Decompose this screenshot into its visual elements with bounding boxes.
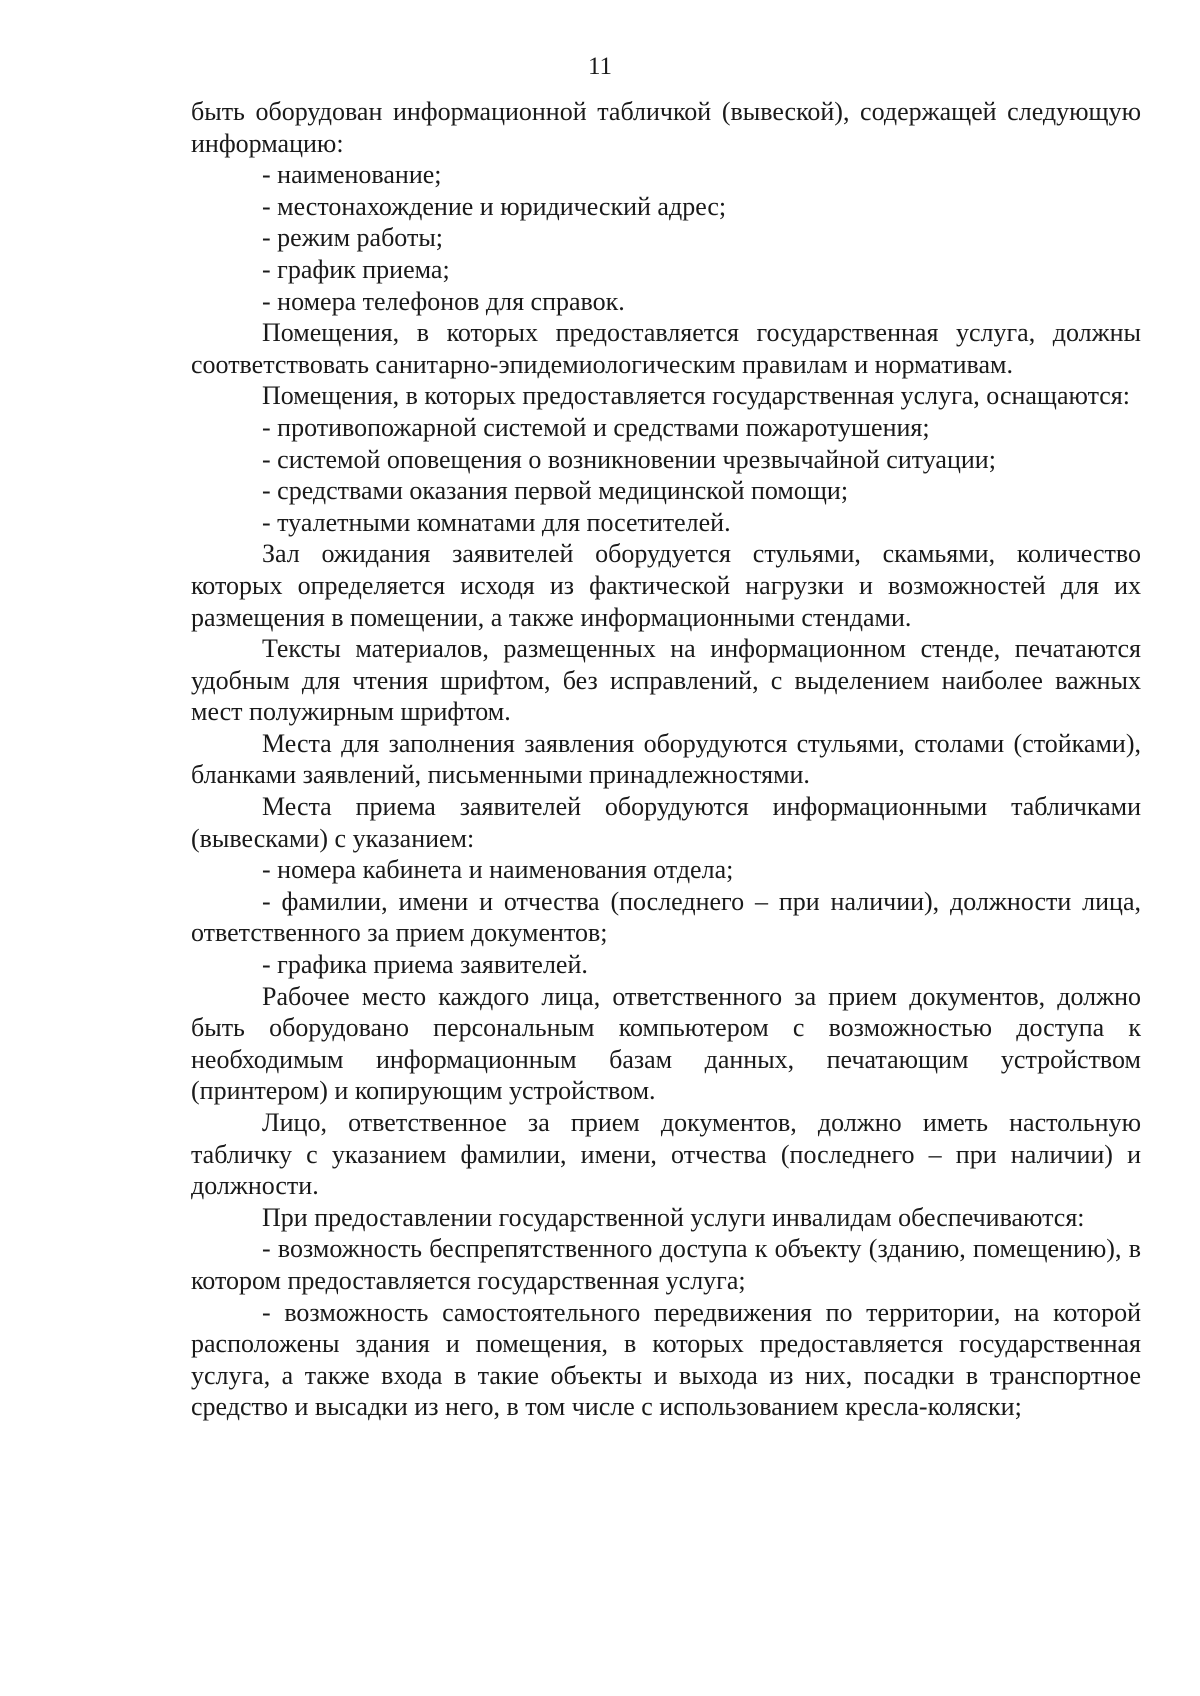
- paragraph: При предоставлении государственной услуги инвалидам обеспечиваются:: [262, 1202, 1085, 1232]
- list-item: - фамилии, имени и отчества (последнего – при наличии), должности лица, ответственного за прием документов;: [191, 886, 1141, 948]
- list-item: - график приема;: [262, 254, 450, 284]
- list-item: - противопожарной системой и средствами пожаротушения;: [262, 412, 930, 442]
- paragraph: Рабочее место каждого лица, ответственного за прием документов, должно быть оборудовано персональным компьютером с возможностью доступа к необходимым информационным базам данных, печатающим устройством (принтером) и копирующим устройством.: [191, 981, 1141, 1106]
- list-item: - режим работы;: [262, 223, 444, 253]
- list-item: - средствами оказания первой медицинской помощи;: [262, 476, 849, 506]
- list-item: - наименование;: [262, 160, 442, 190]
- paragraph: Тексты материалов, размещенных на информационном стенде, печатаются удобным для чтения шрифтом, без исправлений, с выделением наиболее важных мест полужирным шрифтом.: [191, 634, 1141, 727]
- paragraph: Лицо, ответственное за прием документов, должно иметь настольную табличку с указанием фамилии, имени, отчества (последнего – при наличии) и должности.: [191, 1108, 1141, 1201]
- document-body: [191, 96, 1141, 1423]
- paragraph: быть оборудован информационной табличкой (вывеской), содержащей следующую информацию:: [191, 97, 1141, 158]
- paragraph: Места для заполнения заявления оборудуются стульями, столами (стойками), бланками заявлений, письменными принадлежностями.: [191, 728, 1141, 790]
- list-item: - возможность самостоятельного передвижения по территории, на которой расположены здания и помещения, в которых предоставляется государственная услуга, а также входа в такие объекты и выхода из них, посадки в транспортное средство и высадки из него, в том числе с использованием кресла-коляски;: [191, 1297, 1141, 1422]
- paragraph: Места приема заявителей оборудуются информационными табличками (вывесками) с указанием:: [191, 792, 1141, 853]
- list-item: - номера кабинета и наименования отдела;: [262, 855, 734, 885]
- list-item: - туалетными комнатами для посетителей.: [262, 507, 731, 537]
- list-item: - графика приема заявителей.: [262, 950, 588, 980]
- paragraph: Помещения, в которых предоставляется государственная услуга, оснащаются:: [262, 381, 1130, 411]
- page-number: 11: [587, 53, 613, 80]
- paragraph: Зал ожидания заявителей оборудуется стульями, скамьями, количество которых определяется исходя из фактической нагрузки и возможностей для их размещения в помещении, а также информационными стендами.: [191, 539, 1141, 632]
- list-item: - местонахождение и юридический адрес;: [262, 191, 727, 221]
- list-item: - возможность беспрепятственного доступа к объекту (зданию, помещению), в котором предоставляется государственная услуга;: [191, 1234, 1141, 1295]
- paragraph: Помещения, в которых предоставляется государственная услуга, должны соответствовать санитарно-эпидемиологическим правилам и нормативам.: [191, 318, 1141, 379]
- list-item: - системой оповещения о возникновении чрезвычайной ситуации;: [262, 444, 996, 474]
- list-item: - номера телефонов для справок.: [262, 286, 625, 316]
